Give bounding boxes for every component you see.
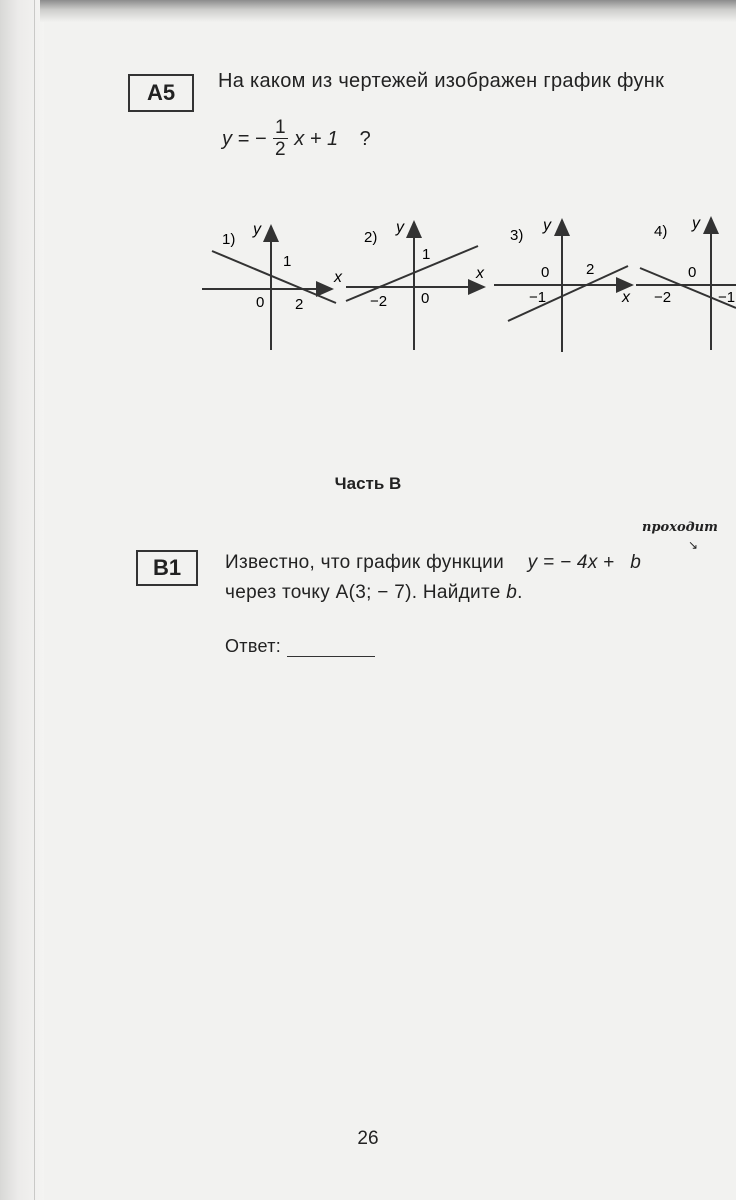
func-b: b [630,552,642,573]
b1-line-2-b: b [506,582,518,603]
b1-line-1-text: Известно, что график функции [225,552,505,573]
a5-tag: A5 [128,74,194,112]
graph-3-label-2: 2 [586,261,595,278]
graph-3-line [508,266,628,321]
formula-question-mark: ? [359,127,371,150]
graph-3-number: 3) [510,227,524,244]
answer-field[interactable] [287,638,375,657]
graph-1-label-0: 0 [256,294,265,311]
graph-3-x-label: x [622,289,630,306]
graph-2-label-0: 0 [421,290,430,307]
b1-answer [225,636,375,657]
func-plus: + [603,552,615,573]
graph-3-label-m1: −1 [529,289,547,306]
graph-4 [636,215,736,350]
fraction-numerator: 1 [275,117,286,138]
graph-2-y-label: y [396,219,404,236]
graph-2-number: 2) [364,229,378,246]
graph-2-x-label: x [476,265,484,282]
func-lhs: y = − 4 [527,552,588,573]
graph-1-label-2: 2 [295,296,304,313]
graph-1 [202,221,343,350]
fraction-denominator: 2 [275,139,286,160]
b1-handwritten-note: проходит [642,520,718,535]
graph-2-line [346,246,478,301]
func-x: x [587,552,598,573]
graph-4-y-label: y [692,215,700,232]
graph-2 [346,219,485,350]
handwritten-arrow: ↘ [688,538,699,552]
graph-3-y-label: y [543,217,551,234]
formula-rhs: x + 1 [294,127,339,150]
b1-tag: В1 [136,550,198,586]
answer-label: Ответ: [225,636,282,656]
b1-line-2 [225,582,523,604]
a5-question: На каком из чертежей изображен график функ [218,70,665,92]
page-number: 26 [357,1128,379,1149]
graph-2-label-m2: −2 [370,293,388,310]
graph-4-label-0: 0 [688,264,697,281]
b1-line-2-end: . [517,582,523,603]
graph-4-number: 4) [654,223,668,240]
graph-1-line [212,251,336,303]
graph-1-label-1: 1 [283,253,292,270]
b1-line-2-text: через точку А(3; − 7). Найдите [225,582,507,603]
graph-2-label-1: 1 [422,246,431,263]
graph-1-y-label: y [253,221,261,238]
graph-1-number: 1) [222,231,236,248]
graph-4-label-m2: −2 [654,289,672,306]
graph-1-x-label: x [334,269,342,286]
part-b-title: Часть В [334,474,402,493]
graph-3 [494,217,632,352]
b1-line-1 [225,552,641,574]
formula-lhs: y = − [222,127,267,150]
graph-3-label-0: 0 [541,264,550,281]
a5-graphs [0,0,736,360]
graph-4-label-m1: −1 [718,289,736,306]
b1-function [528,552,641,573]
